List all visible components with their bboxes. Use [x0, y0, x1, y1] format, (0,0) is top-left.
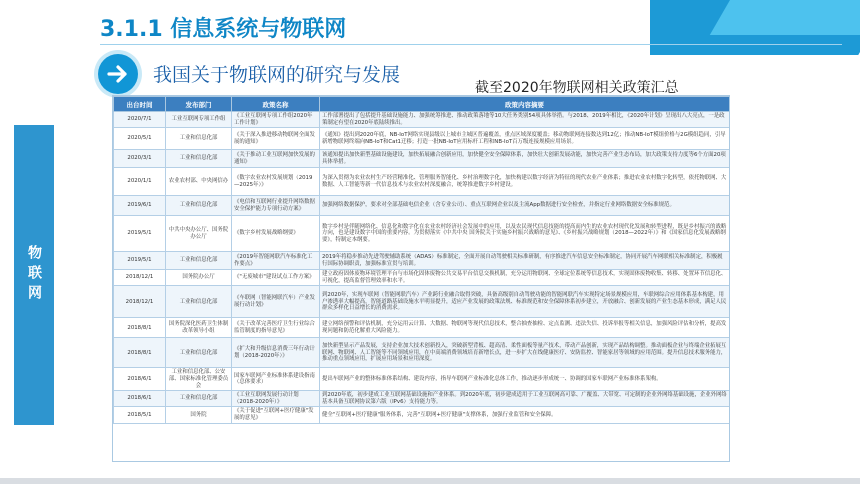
cell-summary: 到2020年，实现车联网（智能网联汽车）产业跨行业融合取得突破，具备高级别自动驾驶功能的智能网联汽车实现特定场景规模应用，车联网综合应用体系基本构建，用户渗透率大幅提高，智能道路基础设施水平明显提升，适应产业发展的政策法规、标准规范和安全保障体系初步建立，开放融合、创新发展的产业生态基本形成，满足人民群众多样化日益增长的消费需求。: [320, 286, 730, 318]
cell-policy-name: 《2019年智能网联汽车标准化工作要点》: [232, 252, 320, 270]
column-header-department: 发布部门: [166, 97, 232, 112]
cell-department: 农业农村部、中央网信办: [166, 168, 232, 196]
table-header-row: [114, 97, 730, 112]
cell-date: 2018/6/1: [114, 391, 166, 407]
cell-date: 2020/1/1: [114, 168, 166, 196]
cell-summary: 加强网络数据保护，要求对全部基础电信企业（含专业公司）、重点互联网企业以及主流App数据进行安全检查，并指定行业网络数据安全标准规范。: [320, 196, 730, 216]
cell-date: 2018/12/1: [114, 286, 166, 318]
cell-date: 2018/8/1: [114, 318, 166, 338]
cell-department: 工业和信息化部: [166, 128, 232, 150]
table-row: [114, 338, 730, 368]
corner-decoration: [650, 0, 860, 55]
cell-policy-name: 《电信和互联网行业提升网络数据安全保护能力专项行动方案》: [232, 196, 320, 216]
cell-department: 工业和信息化部: [166, 391, 232, 407]
cell-date: 2018/5/1: [114, 407, 166, 423]
table-row: [114, 150, 730, 168]
policy-table: [112, 95, 730, 462]
cell-summary: 建立政府固体废物环境管理平台与市场化固体废物公共交易平台信息交换机制，充分运用物联网、全球定位系统等信息技术，实现固体废物收集、转移、处置环节信息化、可视化，提高监督管理效率和水平。: [320, 270, 730, 286]
footer-bar: [0, 478, 860, 484]
cell-department: 工业互联网专项工作组: [166, 112, 232, 128]
table-row: [114, 407, 730, 423]
side-label-panel: [14, 125, 54, 425]
title-divider: [100, 44, 842, 45]
cell-department: 工业和信息化部、公安部、国家标准化管理委员会: [166, 368, 232, 391]
cell-policy-name: 国家车联网产业标准体系建设指南（总体要求）: [232, 368, 320, 391]
cell-date: 2020/5/1: [114, 128, 166, 150]
table-row: [114, 216, 730, 252]
table-row: [114, 270, 730, 286]
cell-policy-name: 《关于改革完善医疗卫生行业综合监管制度的指导意见》: [232, 318, 320, 338]
arrow-right-icon: [98, 54, 138, 94]
cell-summary: 《通知》提出到2020年底，NB-IoT网络实现县级以上城市主城区普遍覆盖，重点区域深度覆盖；移动物联网连接数达到12亿；推动NB-IoT模组价格与2G模组趋同，引导新增物联网终端向NB-IoT和Cat1迁移；打造一批NB-IoT应用标杆工程和NB-IoT百万级连接规模应用场景。: [320, 128, 730, 150]
cell-summary: 提出车联网产业的整体标准体系结构、建设内容，指导车联网产业标准化总体工作，推动逐步形成统一、协调的国家车联网产业标准体系架构。: [320, 368, 730, 391]
cell-date: 2019/6/1: [114, 196, 166, 216]
cell-policy-name: 《工业互联网发展行动计划（2018-2020年）》: [232, 391, 320, 407]
cell-policy-name: 《车联网（智能网联汽车）产业发展行动计划》: [232, 286, 320, 318]
cell-date: 2018/8/1: [114, 338, 166, 368]
cell-policy-name: 《数字农业农村发展规划（2019—2025年）》: [232, 168, 320, 196]
cell-policy-name: 《数字乡村发展战略纲要》: [232, 216, 320, 252]
table-row: [114, 196, 730, 216]
column-header-summary: 政策内容摘要: [320, 97, 730, 112]
section-title: 3.1.1 信息系统与物联网: [100, 17, 347, 42]
table-row: [114, 391, 730, 407]
cell-summary: 建立网络预警和评估机制，充分运用云计算、大数据、物联网等现代信息技术，整合抽查抽检、定点监测、违法失信、投诉举报等相关信息，加强风险评估和分析，提高发现问题和防范化解重大风险能力。: [320, 318, 730, 338]
cell-department: 工业和信息化部: [166, 286, 232, 318]
table-caption: 截至2020年物联网相关政策汇总: [475, 80, 679, 96]
cell-summary: 2019年将稳步推动先进驾驶辅助系统（ADAS）标准制定，全面开展自动驾驶相关标准研制，有序推进汽车信息安全标准制定，协同开展汽车网联相关标准制定，积极履行国际协调职责，加强标准宣贯与培训。: [320, 252, 730, 270]
cell-policy-name: 《工业互联网专项工作组2020年工作计划》: [232, 112, 320, 128]
cell-date: 2020/7/1: [114, 112, 166, 128]
cell-summary: 加快新型显示产品发展，支持企业加大技术创新投入，突破新型背板、超高清、柔性面板等量产技术，带动产品创新，实现产品结构调整。推动面板企业与终端企业拓展互联网、物联网、人工智能等不同领域应用，在中高端消费领域培育新增长点，进一步扩大在线健康医疗、安防监控、智能家居等领域的应用范围。提升信息技术服务能力，推动重点领域应用，扩展应用场景和应用深度。: [320, 338, 730, 368]
cell-summary: 到2020年底，初步建成工业互联网基础设施和产业体系。到2020年底，初步建成适用于工业互联网高可靠、广覆盖、大带宽、可定制的企业外网络基础设施，企业外网络基本具备互联网协议第六版（IPv6）支持能力等。: [320, 391, 730, 407]
cell-department: 工业和信息化部: [166, 196, 232, 216]
table-row: [114, 286, 730, 318]
cell-date: 2019/5/1: [114, 252, 166, 270]
cell-policy-name: 《关于促进"互联网+医疗健康"发展的意见》: [232, 407, 320, 423]
cell-department: 国务院办公厅: [166, 270, 232, 286]
table-row: [114, 168, 730, 196]
cell-department: 国务院深化医药卫生体制改革领导小组: [166, 318, 232, 338]
cell-department: 中共中央办公厅、国务院办公厅: [166, 216, 232, 252]
table-row: [114, 368, 730, 391]
cell-department: 工业和信息化部: [166, 338, 232, 368]
table-row: [114, 128, 730, 150]
cell-department: 工业和信息化部: [166, 150, 232, 168]
cell-summary: 数字乡村是伴随网络化、信息化和数字化在农业农村经济社会发展中的应用，以及农民现代信息技能的提高而内生的农业农村现代化发展和转型进程，既是乡村振兴的战略方向，也是建设数字中国的重要内容。为贯彻落实《中共中央 国务院关于实施乡村振兴战略的意见》、《乡村振兴战略规划（2018—2022年）》和《国家信息化发展战略纲要》，特制定本纲要。: [320, 216, 730, 252]
side-label: 物联网: [26, 245, 42, 305]
cell-policy-name: 《"无废城市"建设试点工作方案》: [232, 270, 320, 286]
cell-summary: 该通知提出加快新型基础设施建设，加快拓展融合创新应用，加快健全安全保障体系，加快壮大创新发展动能，加快完善产业生态布局，加大政策支持力度等6个方面20项具体举措。: [320, 150, 730, 168]
cell-date: 2019/5/1: [114, 216, 166, 252]
cell-date: 2020/3/1: [114, 150, 166, 168]
cell-policy-name: 《关于推动工业互联网加快发展的通知》: [232, 150, 320, 168]
slide-subtitle: 我国关于物联网的研究与发展: [153, 64, 401, 86]
table-row: [114, 252, 730, 270]
cell-policy-name: 《扩大和升级信息消费三年行动计划（2018-2020年）》: [232, 338, 320, 368]
cell-summary: 为深入贯彻为农业农村生产经营精准化、管理服务智能化、乡村治理数字化，加快构建以数字经济为特征的现代农业产业体系；推进农业农村数字化转型，依托物联网、大数据、人工智能等新一代信息技术与农业农村深度融合，统筹推进数字乡村建设。: [320, 168, 730, 196]
cell-policy-name: 《关于深入推进移动物联网全面发展的通知》: [232, 128, 320, 150]
cell-summary: 工作部署提出了包括提升基础设施能力、加强统筹推进、推动政策落地等10大任务类别54项具体举措。与2018、2019年相比，《2020年计划》呈现出八大亮点，一是政策制定有望在2020年底陆续推出。: [320, 112, 730, 128]
table-row: [114, 112, 730, 128]
cell-date: 2018/6/1: [114, 368, 166, 391]
cell-department: 工业和信息化部: [166, 252, 232, 270]
cell-department: 国务院: [166, 407, 232, 423]
column-header-date: 出台时间: [114, 97, 166, 112]
cell-date: 2018/12/1: [114, 270, 166, 286]
table-row: [114, 318, 730, 338]
column-header-policy-name: 政策名称: [232, 97, 320, 112]
cell-summary: 健全"互联网+医疗健康"服务体系，完善"互联网+医疗健康"支撑体系，加强行业监管和安全保障。: [320, 407, 730, 423]
